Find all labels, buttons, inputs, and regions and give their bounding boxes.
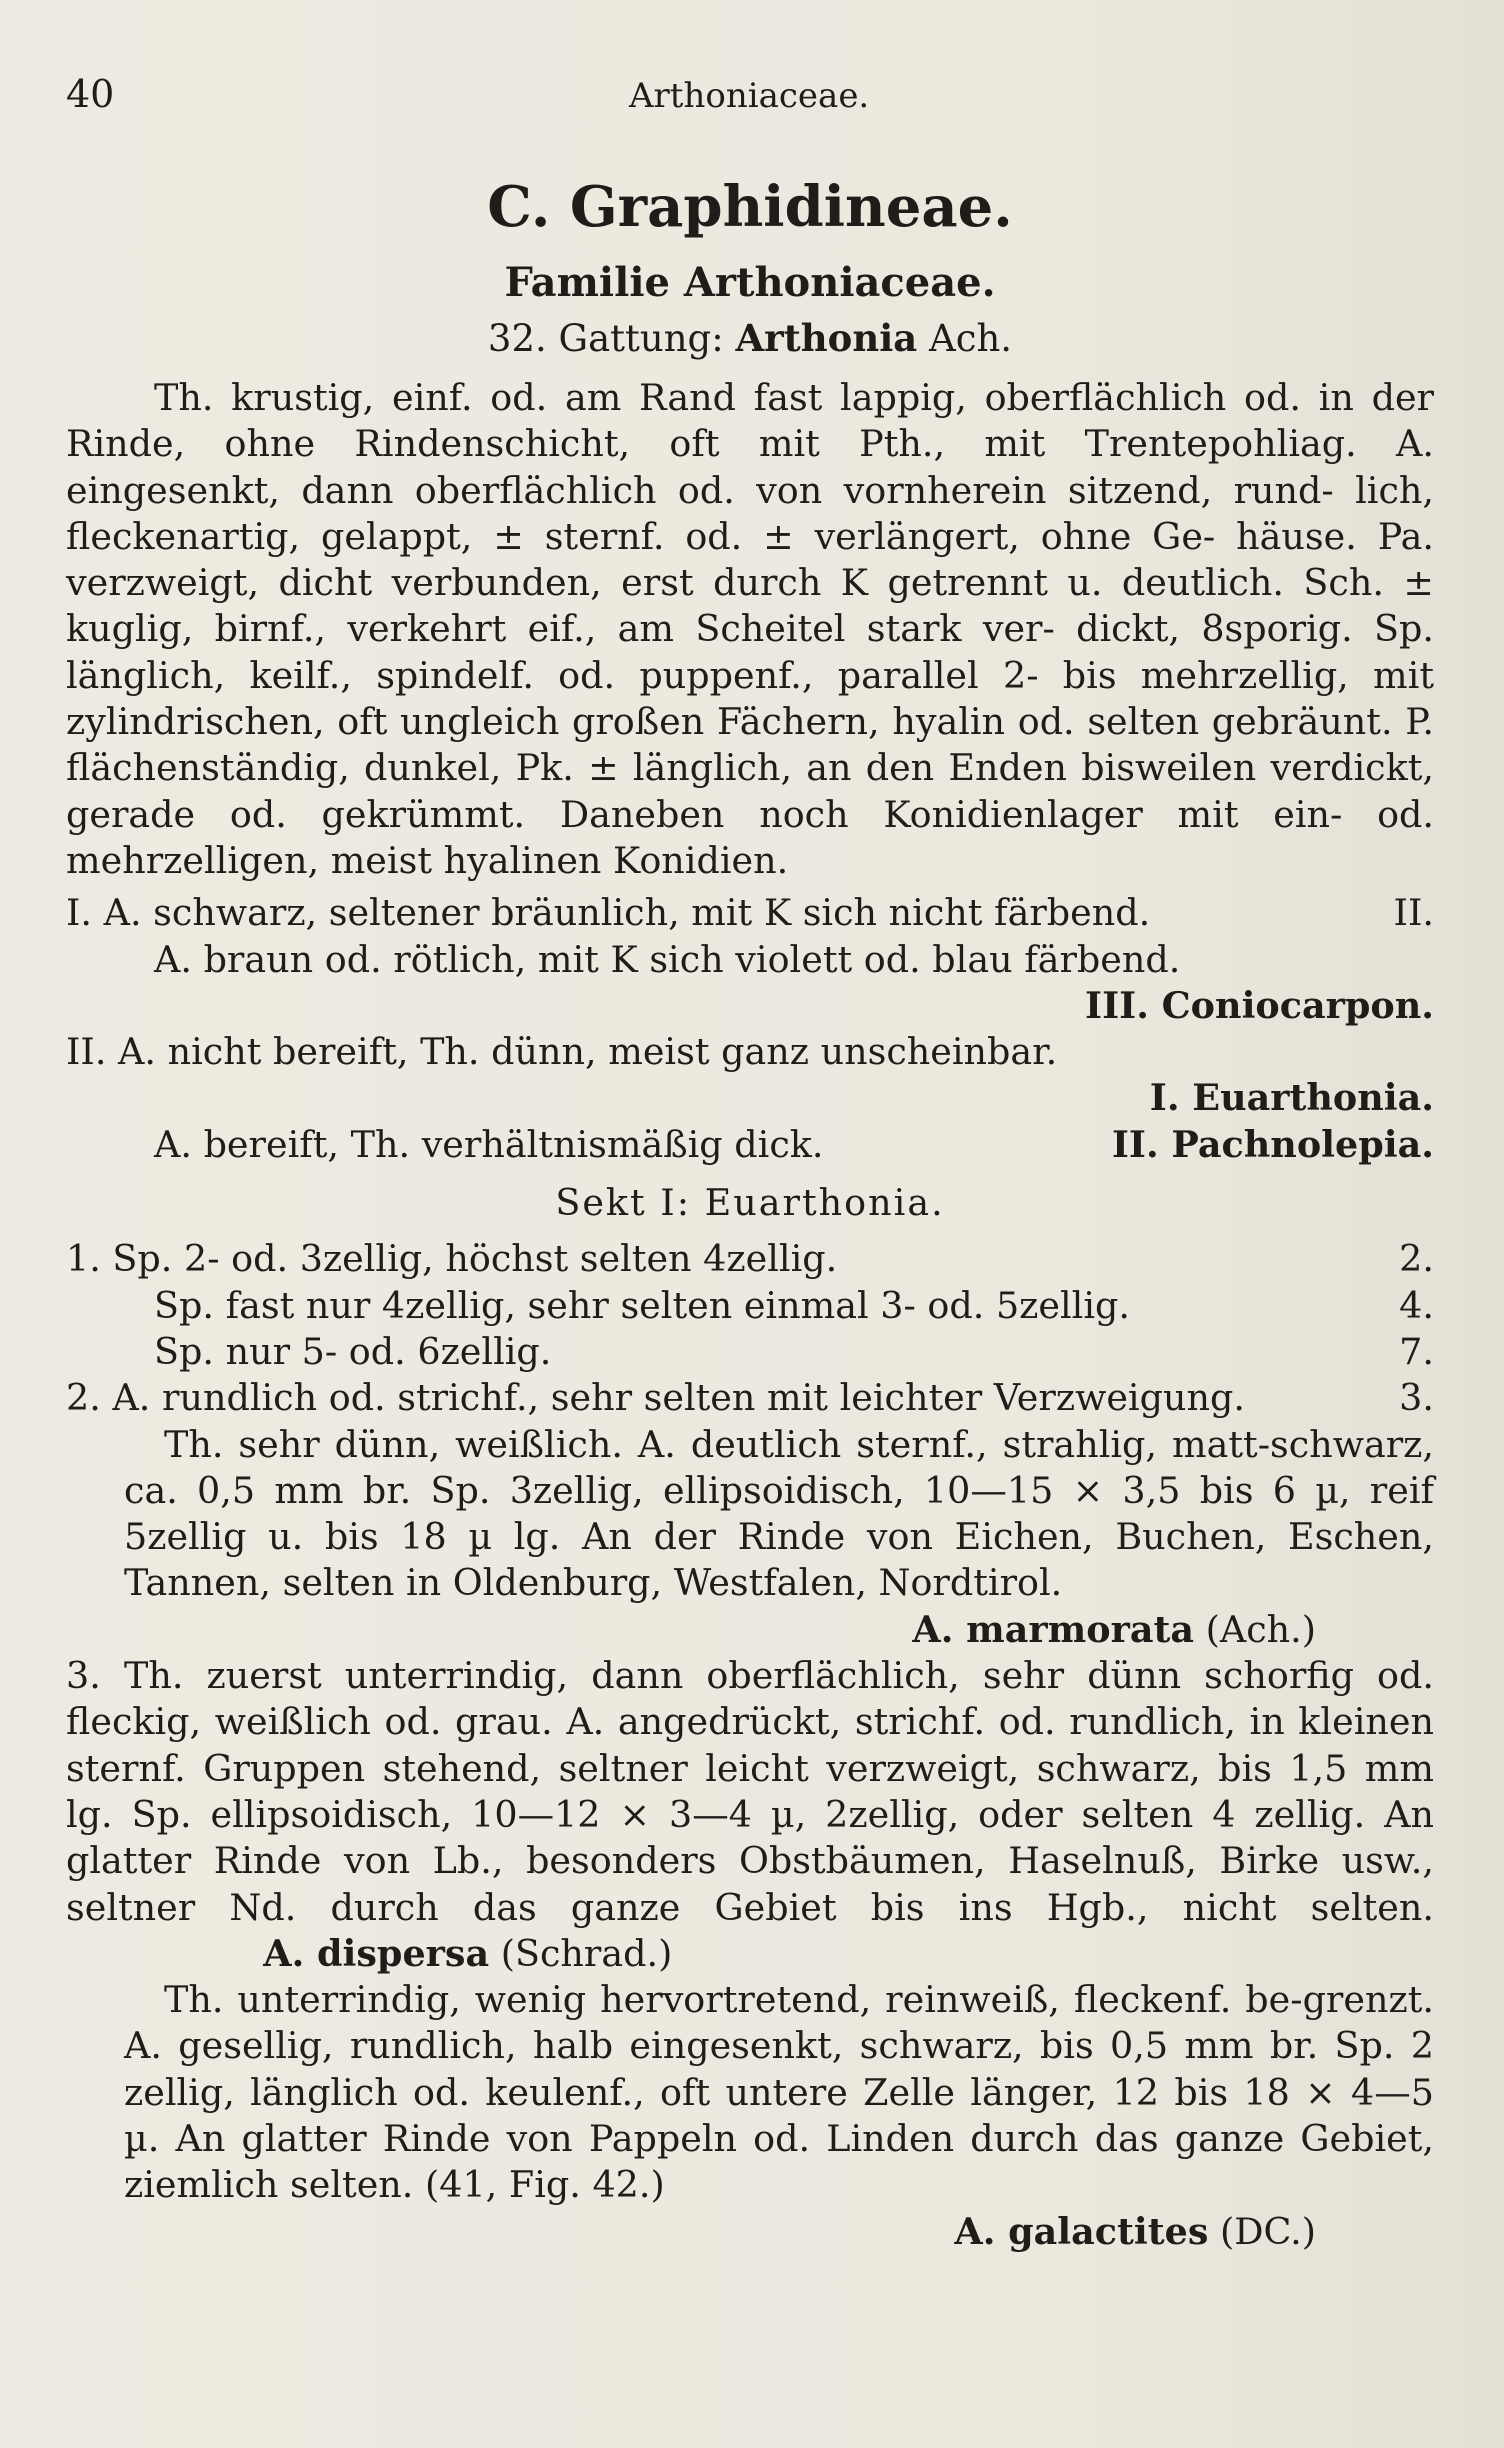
description-line: 2- bis mehrzellig, mit zylindrischen, oft ungleich großen Fächern,	[66, 653, 1434, 744]
running-title: Arthoniaceae.	[629, 76, 870, 116]
key-line: Sp. nur 5- od. 6zellig. 7.	[154, 1329, 1434, 1373]
page-number: 40	[66, 72, 115, 116]
description-line: häuse. Pa. verzweigt, dicht verbunden, erst durch K getrennt u.	[66, 514, 1434, 605]
key-result: III. Coniocarpon.	[1085, 983, 1434, 1027]
species-name: A. galactites (DC.)	[954, 2209, 1316, 2253]
key-line: A. bereift, Th. verhältnismäßig dick. II. Pachnolepia.	[154, 1122, 1434, 1166]
key-line: 2. A. rundlich od. strichf., sehr selten mit leichter Verzweigung. 3.	[66, 1376, 1434, 1420]
description-line: an den Enden bisweilen verdickt, gerade od. gekrümmt. Daneben	[66, 746, 1434, 836]
key-line: II. A. nicht bereift, Th. dünn, meist ganz unscheinbar.	[66, 1030, 1058, 1074]
description-line: noch Konidienlager mit ein- od. mehrzelligen, meist hyalinen Konidien.	[66, 792, 1435, 882]
genus-name: Arthonia	[735, 316, 918, 360]
family-heading: Familie Arthoniaceae.	[504, 259, 996, 306]
key-line: 1. Sp. 2- od. 3zellig, höchst selten 4zellig. 2.	[66, 1237, 1434, 1281]
section-heading: C. Graphidineae.	[487, 174, 1013, 240]
description-line: hyalin od. selten gebräunt. P. flächenständig, dunkel, Pk. ± länglich,	[66, 700, 1435, 790]
description-line: Th. krustig, einf. od. am Rand fast lappig, oberflächlich od. in	[154, 376, 1354, 419]
description-line: lich, fleckenartig, gelappt, ± sternf. od. ± verlängert, ohne Ge-	[66, 468, 1435, 558]
species-description: Th. zuerst unterrindig, dann oberflächlich, sehr dünn schorfig od. fleckig, weißlich od. grau. A. angedrückt, strichf. od. rundlich, in kleinen sternf. Gruppen stehend, seltner leicht verzweigt, schwarz, bis 1,5 mm lg. Sp. ellipsoidisch, 10—12 × 3—4 µ, 2zellig, oder selten 4 zellig. An glatter Rinde von Lb., besonders Obstbäumen, Haselnuß, Birke usw., seltner Nd. durch das ganze Gebiet bis ins Hgb., nicht selten.	[66, 1654, 1434, 1929]
species-description: Th. sehr dünn, weißlich. A. deutlich sternf., strahlig, matt-schwarz, ca. 0,5 mm br. Sp. 3zellig, ellipsoidisch, 10—15 × 3,5 bis 6 µ, reif 5zellig u. bis 18 µ lg. An der Rinde von Eichen, Buchen, Eschen, Tannen, selten in Oldenburg, Westfalen, Nordtirol.	[124, 1422, 1434, 1605]
description-line: der Rinde, ohne Rindenschicht, oft mit Pth., mit Trentepohliag.	[66, 376, 1434, 466]
genus-description	[66, 375, 1434, 884]
key-line: Sp. fast nur 4zellig, sehr selten einmal 3- od. 5zellig. 4.	[154, 1283, 1434, 1327]
sect-heading: Sekt I: Euarthonia.	[555, 1181, 945, 1225]
description-line: A. eingesenkt, dann oberflächlich od. von vornherein sitzend, rund-	[66, 422, 1434, 512]
page-body	[66, 168, 1434, 2255]
species-name: A. dispersa (Schrad.)	[263, 1931, 673, 1975]
key-result: I. Euarthonia.	[1149, 1076, 1434, 1120]
species-description: Th. unterrindig, wenig hervortretend, reinweiß, fleckenf. be-grenzt. A. gesellig, rundlich, halb eingesenkt, schwarz, bis 0,5 mm br. Sp. 2 zellig, länglich od. keulenf., oft untere Zelle länger, 12 bis 18 × 4—5 µ. An glatter Rinde von Pappeln od. Linden durch das ganze Gebiet, ziemlich selten. (41, Fig. 42.)	[124, 1978, 1434, 2207]
species-name: A. marmorata (Ach.)	[912, 1607, 1316, 1651]
key-line: A. braun od. rötlich, mit K sich violett od. blau färbend.	[154, 937, 1181, 981]
description-line: dickt, 8sporig. Sp. länglich, keilf., spindelf. od. puppenf., parallel	[66, 607, 1434, 697]
genus-number: 32. Gattung:	[487, 317, 724, 360]
genus-heading	[66, 312, 1434, 365]
genus-author: Ach.	[929, 317, 1013, 360]
description-line: deutlich. Sch. ± kuglig, birnf., verkehrt eif., am Scheitel stark ver-	[66, 561, 1434, 651]
running-header	[66, 72, 1424, 122]
species-entry: 3. Th. zuerst unterrindig, dann oberflächlich, sehr dünn schorfig od. fleckig, weißlich od. grau. A. angedrückt, strichf. od. rundlich, in kleinen sternf. Gruppen stehend, seltner leicht verzweigt, schwarz, bis 1,5 mm lg. Sp. ellipsoidisch, 10—12 × 3—4 µ, 2zellig, oder selten 4 zellig. An glatter Rinde von Lb., besonders Obstbäumen, Haselnuß, Birke usw., seltner Nd. durch das ganze Gebiet bis ins Hgb., nicht selten. A. dispersa (Schrad.)	[66, 1654, 1434, 1975]
key-line: I. A. schwarz, seltener bräunlich, mit K sich nicht färbend. II.	[66, 891, 1434, 935]
